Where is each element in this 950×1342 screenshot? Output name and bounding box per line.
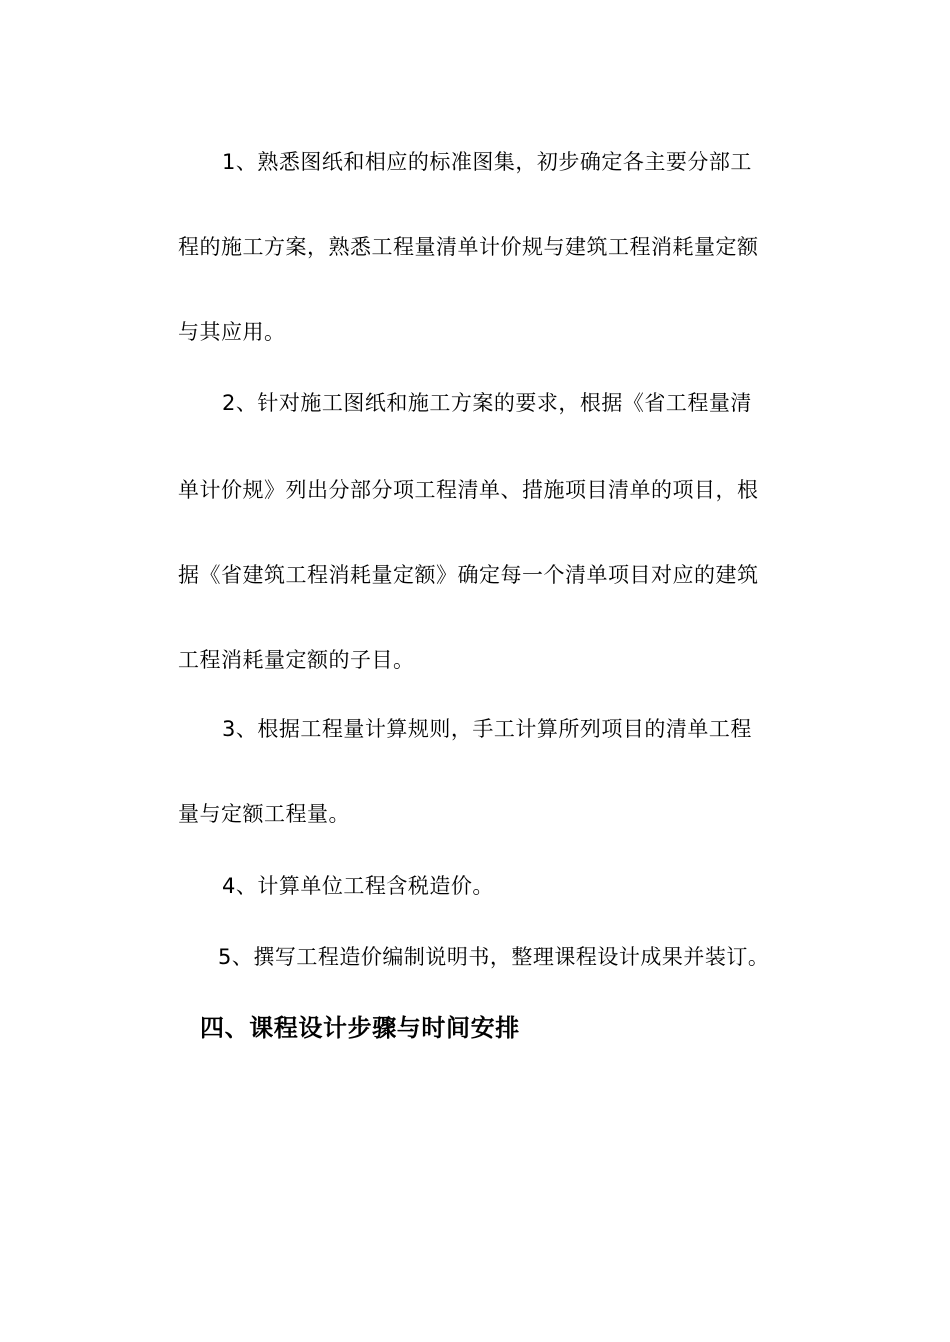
item-4-line-1: 4、计算单位工程含税造价。 [222, 874, 494, 898]
item-2-line-3: 据《省建筑工程消耗量定额》确定每一个清单项目对应的建筑 [178, 563, 759, 587]
item-2-line-4: 工程消耗量定额的子目。 [178, 648, 415, 672]
item-5-line-1: 5、撰写工程造价编制说明书，整理课程设计成果并装订。 [218, 945, 770, 969]
item-1-line-3: 与其应用。 [178, 320, 286, 344]
item-2-line-1: 2、针对施工图纸和施工方案的要求，根据《省工程量清 [222, 391, 752, 415]
item-3-line-2: 量与定额工程量。 [178, 802, 350, 826]
item-1-line-2: 程的施工方案，熟悉工程量清单计价规与建筑工程消耗量定额 [178, 235, 759, 259]
item-2-line-2: 单计价规》列出分部分项工程清单、措施项目清单的项目，根 [178, 478, 759, 502]
item-1-line-1: 1、熟悉图纸和相应的标准图集，初步确定各主要分部工 [222, 150, 752, 174]
item-3-line-1: 3、根据工程量计算规则，手工计算所列项目的清单工程 [222, 717, 752, 741]
section-heading: 四、课程设计步骤与时间安排 [200, 1014, 520, 1042]
